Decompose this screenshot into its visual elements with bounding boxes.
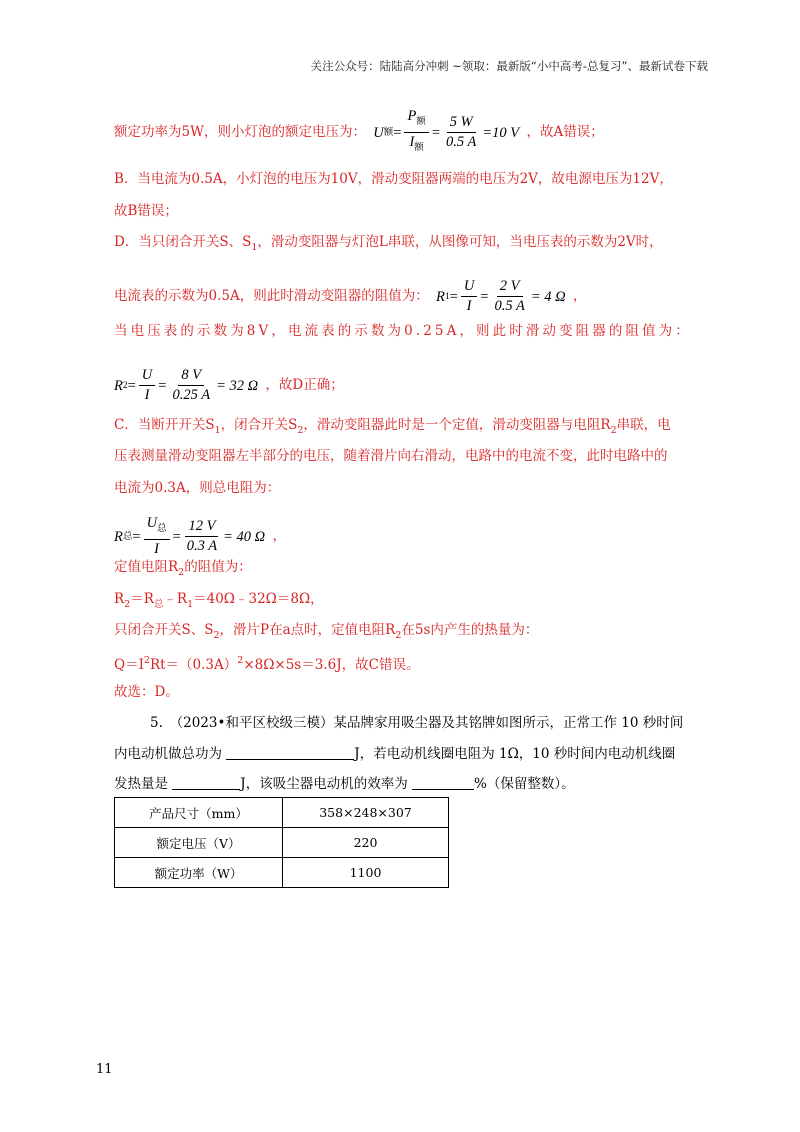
answer-d-line1: D．当只闭合开关S、$S_1$，滑动变阻器与灯泡L串联，从图像可知，当电压表的示数为2V时，	[114, 234, 663, 253]
table-cell-value: 1100	[283, 858, 449, 888]
answer-d-line3: 当电压表的示数为8V，电流表的示数为0.25A，则此时滑动变阻器的阻值为：	[114, 323, 692, 339]
answer-d-line4: R 2 = $\frac{U}{I}$ = $\frac{8 V}{0.25 A}$ = 32 Ω ，故D正确；	[114, 367, 344, 403]
formula-rated-voltage: U 额 = $\frac{P_额}{I_额}$ = $\frac{5 W}{0.5 A}$ =10 V	[373, 108, 520, 153]
formula-r1: R 1 = $\frac{U}{I}$ = $\frac{2 V}{0.5 A}$ = 4 Ω	[436, 278, 566, 314]
nameplate-table	[114, 797, 449, 888]
formula-r2: R 2 = $\frac{U}{I}$ = $\frac{8 V}{0.25 A}$ = 32 Ω	[114, 367, 259, 403]
answer-c-line6: $R_2=R_总﹣R_1=40\Omega﹣32\Omega=8\Omega$，	[114, 591, 324, 610]
answer-line-a: 额定功率为5W，则小灯泡的额定电压为： U 额 = $\frac{P_额}{I_额}$ = $\frac{5 W}{0.5 A}$ =10 V ，故A错误；	[114, 108, 604, 157]
table-row	[115, 858, 449, 888]
table-cell-value: 358×248×307	[283, 798, 449, 828]
answer-blank-efficiency[interactable]	[412, 775, 474, 790]
answer-blank-total-work[interactable]	[226, 745, 354, 760]
answer-c-line4: R 总 = $\frac{U_总}{I}$ = $\frac{12 V}{0.3 A}$ = 40 Ω ，	[114, 515, 286, 557]
question-line1: 5. （2023•和平区校级三模）某品牌家用吸尘器及其铭牌如图所示，正常工作 10 秒时间	[150, 715, 684, 731]
table-row	[115, 798, 449, 828]
answer-blank-heat[interactable]	[172, 775, 240, 790]
answer-b-line2: 故B错误；	[114, 203, 178, 219]
answer-c-line2: 压表测量滑动变阻器左半部分的电压，随着滑片向右滑动，电路中的电流不变，此时电路中的	[114, 448, 668, 464]
answer-b-line1: B．当电流为0.5A，小灯泡的电压为10V，滑动变阻器两端的电压为2V，故电源电压为12V，	[114, 171, 673, 187]
table-cell-label: 额定功率（W）	[115, 858, 283, 888]
page-header: 关注公众号：陆陆高分冲刺 ~领取：最新版“小中高考-总复习”、最新试卷下载	[310, 59, 708, 73]
table-cell-value: 220	[283, 828, 449, 858]
answer-c-line1: C．当断开开关$S_1$，闭合开关$S_2$，滑动变阻器此时是一个定值，滑动变阻器与电阻$R_2$串联，电	[114, 417, 671, 436]
answer-c-line8: $Q=I^2Rt=(0.3A)^2\times 8\Omega\times 5s=3.6J$，故C错误。	[114, 655, 420, 673]
answer-c-line5: 定值电阻$R_2$的阻值为：	[114, 559, 252, 578]
table-cell-label: 产品尺寸（mm）	[115, 798, 283, 828]
table-row	[115, 828, 449, 858]
page-number: 11	[96, 1062, 113, 1077]
answer-c-line3: 电流为0.3A，则总电阻为：	[114, 480, 281, 496]
answer-c-line7: 只闭合开关S、$S_2$，滑片P在a点时，定值电阻$R_2$在5s内产生的热量为：	[114, 622, 539, 641]
question-line3: 发热量是 J，该吸尘器电动机的效率为 %（保留整数）。	[114, 776, 575, 792]
formula-r-total: R 总 = $\frac{U_总}{I}$ = $\frac{12 V}{0.3 A}$ = 40 Ω	[114, 515, 266, 557]
answer-d-line2: 电流表的示数为0.5A，则此时滑动变阻器的阻值为： R 1 = $\frac{U}{I}$ = $\frac{2 V}{0.5 A}$ = 4 Ω ，	[114, 278, 587, 314]
answer-choice: 故选：D。	[114, 684, 179, 700]
table-cell-label: 额定电压（V）	[115, 828, 283, 858]
question-line2: 内电动机做总功为 J，若电动机线圈电阻为 1Ω，10 秒时间内电动机线圈	[114, 746, 676, 762]
